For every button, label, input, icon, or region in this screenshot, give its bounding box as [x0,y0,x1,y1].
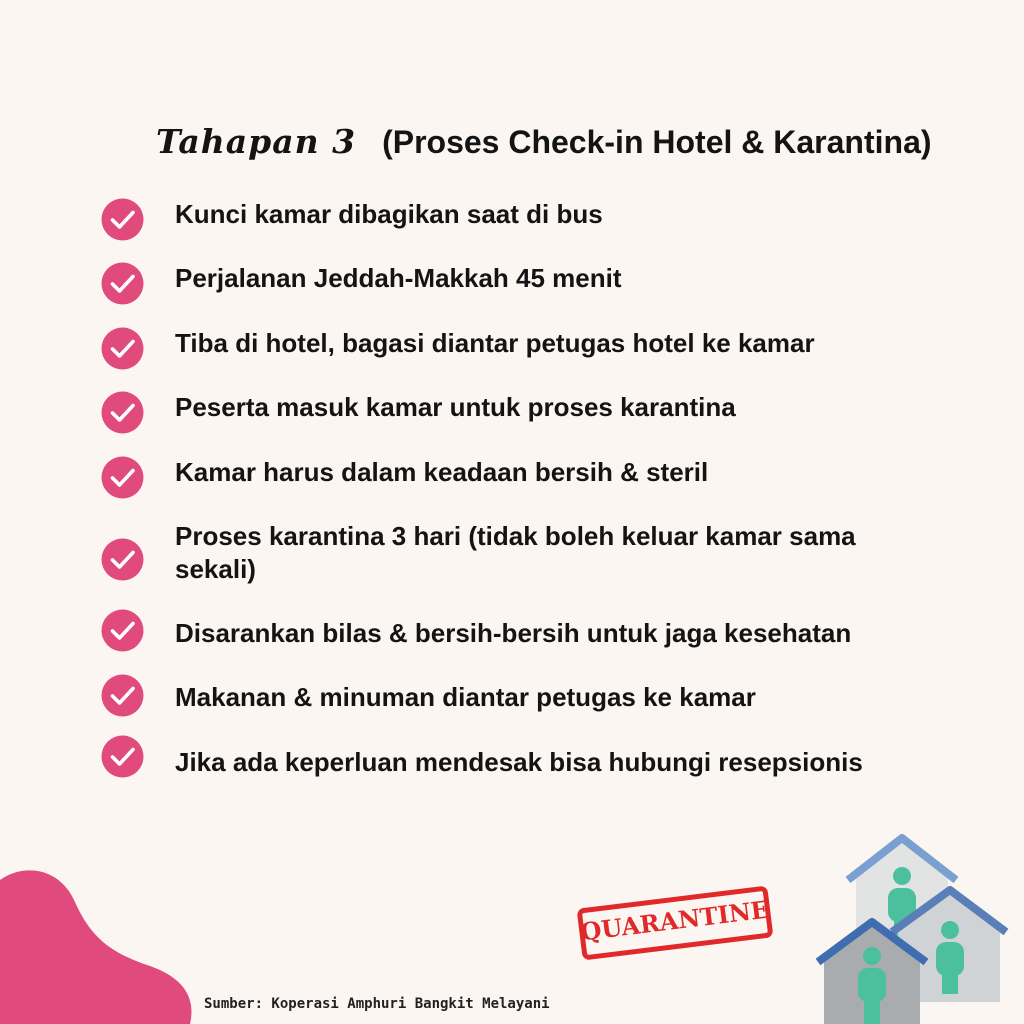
check-circle-icon [101,327,144,370]
list-item-text: Peserta masuk kamar untuk proses karantina [175,392,736,422]
check-circle-icon [101,198,144,241]
title-subtitle: (Proses Check-in Hotel & Karantina) [382,124,932,160]
check-circle-icon [101,456,144,499]
decorative-blob [0,860,200,1024]
check-circle-icon [101,735,144,778]
stamp-label: QUARANTINE [578,894,771,947]
title-main: Tahapan 3 [156,122,357,161]
list-item-text: Jika ada keperluan mendesak bisa hubungi resepsionis [175,747,863,777]
check-circle-icon [101,674,144,717]
list-item-text: Makanan & minuman diantar petugas ke kamar [175,682,756,712]
list-item-text: Kunci kamar dibagikan saat di bus [175,199,603,229]
list-item-text: Perjalanan Jeddah-Makkah 45 menit [175,263,622,293]
list-item-text: Disarankan bilas & bersih-bersih untuk jaga kesehatan [175,618,852,648]
list-item-text: Proses karantina 3 hari (tidak boleh keluar kamar sama sekali) [175,521,856,584]
list-item-text: Tiba di hotel, bagasi diantar petugas hotel ke kamar [175,328,815,358]
list-item-text: Kamar harus dalam keadaan bersih & steril [175,457,709,487]
check-circle-icon [101,609,144,652]
quarantine-houses-icon [812,832,1012,1024]
page-title [156,122,1016,161]
check-circle-icon [101,262,144,305]
check-circle-icon [101,391,144,434]
source-note: Sumber: Koperasi Amphuri Bangkit Melayani [204,996,550,1012]
quarantine-stamp [577,885,774,960]
check-circle-icon [101,538,144,581]
